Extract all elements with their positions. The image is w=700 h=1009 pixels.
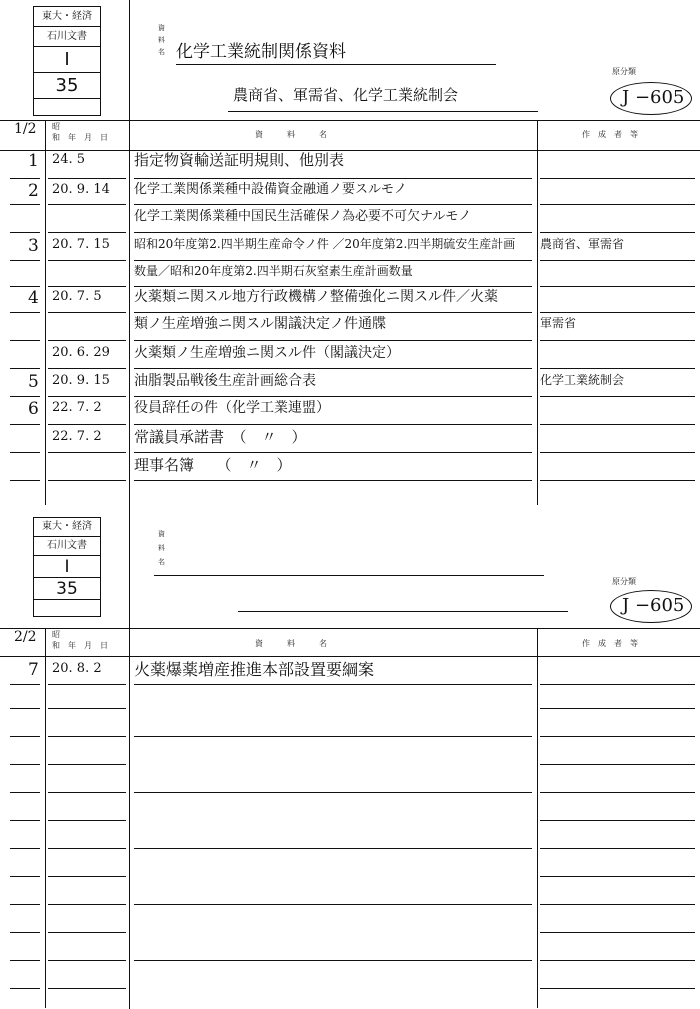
author-rule — [540, 424, 695, 425]
number-rule — [10, 396, 40, 397]
date-rule — [48, 848, 126, 849]
number-rule — [10, 904, 40, 905]
header-top-rule — [0, 628, 700, 629]
row-title: 昭和20年度第2.四半期生産命令ノ件 ／20年度第2.四半期硫安生産計画 — [134, 237, 516, 251]
row-title: 化学工業関係業種中設備資金融通ノ要スルモノ — [134, 182, 407, 197]
title-rule — [134, 452, 532, 453]
number-rule — [10, 178, 40, 179]
shiryo-label-2: 料 — [158, 544, 165, 552]
stamp-institution: 東大・経済 — [34, 518, 100, 537]
shiryo-label-1: 資 — [158, 530, 165, 538]
title-rule — [134, 368, 532, 369]
author-rule — [540, 876, 695, 877]
title-rule — [134, 960, 532, 961]
author-rule — [540, 232, 695, 233]
author-rule — [540, 260, 695, 261]
row-date: 20. 9. 14 — [52, 182, 110, 197]
row-number: 1 — [28, 151, 39, 171]
date-rule — [48, 424, 126, 425]
header-bottom-rule — [0, 150, 700, 151]
shiryo-label-3: 名 — [158, 558, 165, 566]
row-number: 5 — [28, 372, 39, 392]
class-label: 原分類 — [612, 577, 636, 586]
number-rule — [10, 876, 40, 877]
author-rule — [540, 204, 695, 205]
row-title: 火薬類ノ生産増強ニ関スル件（閣議決定） — [134, 345, 400, 361]
date-rule — [48, 312, 126, 313]
title-rule — [134, 480, 532, 481]
row-date: 20. 8. 2 — [52, 661, 102, 676]
document-title: 化学工業統制関係資料 — [176, 42, 346, 62]
number-rule — [10, 204, 40, 205]
header-era-2: 和 — [52, 133, 60, 142]
number-rule — [10, 792, 40, 793]
number-rule — [10, 736, 40, 737]
author-rule — [540, 960, 695, 961]
author-rule — [540, 340, 695, 341]
date-column-line — [45, 120, 46, 505]
title-divider — [129, 505, 130, 1009]
row-date: 20. 7. 5 — [52, 289, 102, 304]
date-rule — [48, 904, 126, 905]
row-author: 化学工業統制会 — [540, 373, 625, 387]
title-rule — [134, 684, 532, 685]
row-number: 7 — [28, 660, 39, 680]
number-rule — [10, 764, 40, 765]
date-rule — [48, 452, 126, 453]
title-underline — [176, 64, 496, 65]
header-author: 作 成 者 等 — [582, 639, 638, 648]
row-title: 火薬類ニ関スル地方行政機構ノ整備強化ニ関スル件／火薬 — [134, 289, 498, 305]
author-rule — [540, 792, 695, 793]
author-rule — [540, 286, 695, 287]
author-rule — [540, 820, 695, 821]
header-era-1: 昭 — [52, 630, 60, 639]
title-divider — [129, 0, 130, 120]
date-rule — [48, 820, 126, 821]
number-rule — [10, 424, 40, 425]
title-rule — [134, 260, 532, 261]
row-date: 20. 7. 15 — [52, 237, 110, 252]
stamp-collection: 石川文書 — [34, 27, 100, 47]
number-rule — [10, 960, 40, 961]
title-rule — [134, 340, 532, 341]
date-rule — [48, 708, 126, 709]
subtitle-underline — [228, 111, 538, 112]
number-rule — [10, 820, 40, 821]
row-title: 理事名簿 （ 〃 ） — [134, 456, 292, 474]
date-rule — [48, 368, 126, 369]
title-rule — [134, 312, 532, 313]
author-rule — [540, 368, 695, 369]
number-rule — [10, 932, 40, 933]
number-rule — [10, 232, 40, 233]
date-rule — [48, 988, 126, 989]
header-era-2: 和 — [52, 641, 60, 650]
number-rule — [10, 988, 40, 989]
author-rule — [540, 708, 695, 709]
header-top-rule — [0, 120, 700, 121]
row-number: 6 — [28, 399, 39, 419]
author-rule — [540, 312, 695, 313]
archive-stamp — [33, 6, 101, 116]
archive-stamp-2 — [33, 517, 101, 617]
number-rule — [10, 684, 40, 685]
title-rule — [134, 792, 532, 793]
row-title: 火薬爆薬増産推進本部設置要綱案 — [134, 660, 375, 679]
author-rule — [540, 932, 695, 933]
row-date: 24. 5 — [52, 152, 86, 167]
header-date: 年 月 日 — [68, 641, 108, 650]
row-number: 3 — [28, 236, 39, 256]
number-rule — [10, 286, 40, 287]
stamp-institution: 東大・経済 — [34, 7, 100, 27]
date-rule — [48, 792, 126, 793]
date-rule — [48, 960, 126, 961]
class-value: J −605 — [622, 87, 685, 108]
class-label: 原分類 — [612, 67, 636, 76]
page-fraction: 1/2 — [14, 121, 37, 137]
row-title: 類ノ生産増強ニ関スル閣議決定ノ件通牒 — [134, 316, 386, 332]
title-rule — [134, 178, 532, 179]
number-rule — [10, 480, 40, 481]
date-rule — [48, 232, 126, 233]
author-rule — [540, 904, 695, 905]
number-rule — [10, 708, 40, 709]
stamp-number: 35 — [34, 578, 100, 600]
row-title: 化学工業関係業種中国民生活確保ノ為必要不可欠ナルモノ — [134, 209, 472, 224]
row-title: 数量／昭和20年度第2.四半期石灰窒素生産計画数量 — [134, 264, 413, 278]
row-number: 2 — [28, 181, 39, 201]
author-rule — [540, 452, 695, 453]
date-rule — [48, 340, 126, 341]
header-bottom-rule — [0, 656, 700, 657]
title-underline-2 — [238, 611, 568, 612]
title-rule — [134, 848, 532, 849]
stamp-series: I — [34, 47, 100, 73]
title-rule — [134, 736, 532, 737]
stamp-number: 35 — [34, 73, 100, 99]
stamp-series: I — [34, 556, 100, 578]
date-rule — [48, 684, 126, 685]
author-rule — [540, 736, 695, 737]
header-era-1: 昭 — [52, 122, 60, 131]
number-rule — [10, 452, 40, 453]
row-title: 役員辞任の件（化学工業連盟） — [134, 400, 330, 416]
date-rule — [48, 286, 126, 287]
document-subtitle: 農商省、軍需省、化学工業統制会 — [233, 86, 459, 104]
author-rule — [540, 684, 695, 685]
number-rule — [10, 312, 40, 313]
row-date: 20. 6. 29 — [52, 345, 110, 360]
row-author: 農商省、軍需省 — [540, 237, 625, 251]
shiryo-label-1: 資 — [158, 24, 165, 32]
shiryo-label-2: 料 — [158, 36, 165, 44]
header-title: 資 料 名 — [255, 130, 327, 139]
number-rule — [10, 368, 40, 369]
title-column-line — [129, 120, 130, 505]
shiryo-label-3: 名 — [158, 48, 165, 56]
date-column-line — [45, 628, 46, 1008]
row-number: 4 — [28, 288, 39, 308]
date-rule — [48, 396, 126, 397]
author-rule — [540, 988, 695, 989]
date-rule — [48, 736, 126, 737]
date-rule — [48, 932, 126, 933]
title-underline — [154, 575, 544, 576]
number-rule — [10, 340, 40, 341]
row-date: 22. 7. 2 — [52, 429, 102, 444]
header-author: 作 成 者 等 — [582, 130, 638, 139]
number-rule — [10, 848, 40, 849]
title-rule — [134, 286, 532, 287]
row-author: 軍需省 — [540, 316, 577, 330]
title-rule — [134, 424, 532, 425]
author-rule — [540, 178, 695, 179]
date-rule — [48, 260, 126, 261]
row-date: 20. 9. 15 — [52, 373, 110, 388]
author-rule — [540, 396, 695, 397]
number-rule — [10, 260, 40, 261]
row-title: 油脂製品戦後生産計画総合表 — [134, 373, 316, 389]
date-rule — [48, 876, 126, 877]
author-rule — [540, 480, 695, 481]
row-title: 常議員承諾書 （ 〃 ） — [134, 428, 307, 446]
stamp-collection: 石川文書 — [34, 537, 100, 556]
header-title: 資 料 名 — [255, 639, 327, 648]
date-rule — [48, 480, 126, 481]
page-fraction: 2/2 — [14, 629, 37, 645]
author-column-line — [537, 120, 538, 505]
author-rule — [540, 764, 695, 765]
title-rule — [134, 396, 532, 397]
header-date: 年 月 日 — [68, 133, 108, 142]
date-rule — [48, 178, 126, 179]
date-rule — [48, 204, 126, 205]
title-rule — [134, 904, 532, 905]
title-rule — [134, 204, 532, 205]
row-date: 22. 7. 2 — [52, 400, 102, 415]
author-column-line — [537, 628, 538, 1008]
class-value: J −605 — [622, 595, 685, 616]
row-title: 指定物資輸送証明規則、他別表 — [134, 151, 345, 169]
title-rule — [134, 232, 532, 233]
author-rule — [540, 848, 695, 849]
date-rule — [48, 764, 126, 765]
